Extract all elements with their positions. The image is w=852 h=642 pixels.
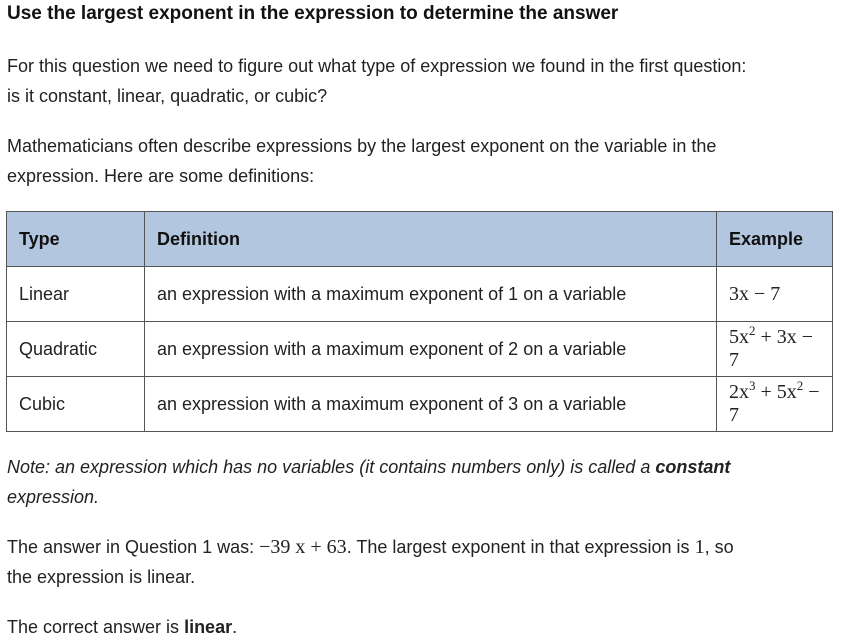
intro-line-1: For this question we need to figure out what type of expression we found in the first question: [7,56,747,76]
answer-exponent: 1 [694,536,705,558]
header-example: Example [717,212,833,267]
final-answer-value: linear [184,617,233,637]
table-row-linear [7,267,833,322]
intro-paragraph [7,51,845,111]
table-header-row [7,212,833,267]
header-type: Type [7,212,145,267]
example-cubic: $2x^3 + 5x^2 - 7$ [729,378,820,426]
description-line-1: Mathematicians often describe expressions by the largest exponent on the variable in the [7,136,717,156]
note-paragraph: Note: an expression which has no variables (it contains numbers only) is called a constant expression. [7,457,731,507]
definitions-table [6,211,833,432]
example-cell [717,322,833,377]
description-paragraph [7,131,845,191]
final-answer: The correct answer is linear. [7,617,238,637]
example-quadratic: $5x^2 + 3x - 7$ [729,323,814,371]
definition-cell: an expression with a maximum exponent of 1 on a variable [145,267,717,322]
constant-term: constant [655,457,731,477]
example-cell [717,377,833,432]
answer-expression: −39 x + 63 [259,536,347,558]
table-row-cubic [7,377,833,432]
type-cell: Quadratic [7,322,145,377]
intro-line-2: is it constant, linear, quadratic, or cubic? [7,86,328,106]
page-title: Use the largest exponent in the expression to determine the answer [7,3,619,24]
description-line-2: expression. Here are some definitions: [7,166,315,186]
type-cell: Cubic [7,377,145,432]
example-cell [717,267,833,322]
definition-cell: an expression with a maximum exponent of 2 on a variable [145,322,717,377]
header-definition: Definition [145,212,717,267]
type-cell: Linear [7,267,145,322]
definition-cell: an expression with a maximum exponent of 3 on a variable [145,377,717,432]
example-linear: 3x − 7 [729,282,781,305]
answer-paragraph: The answer in Question 1 was: −39 x + 63. The largest exponent in that expression is 1, so the expression is linear. [7,536,734,587]
table-row-quadratic [7,322,833,377]
